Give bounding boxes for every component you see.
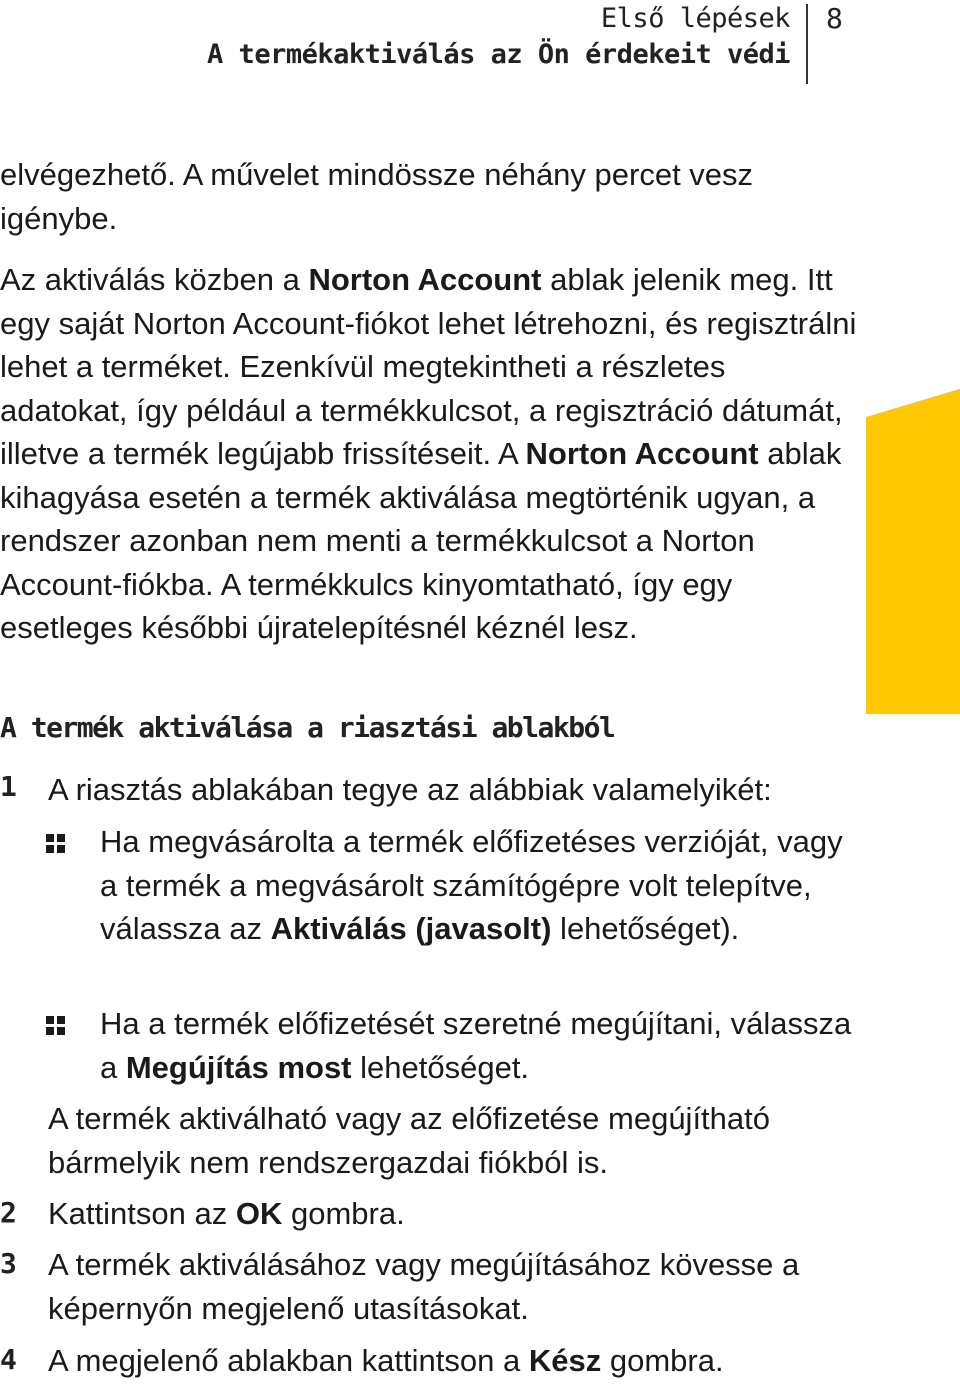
text-run: Kattintson az — [48, 1196, 236, 1231]
header-divider — [806, 4, 808, 84]
text-run: Ha megvásárolta a termék előfizetéses verzióját, vagy a termék a megvásárolt számítógépre volt telepítve, válassza az — [100, 824, 843, 946]
running-header — [207, 2, 790, 74]
paragraph-continuation: elvégezhető. A művelet mindössze néhány percet vesz igénybe. — [0, 157, 754, 236]
section-title: A termékaktiválás az Ön érdekeit védi — [207, 39, 790, 70]
step-2-text — [48, 1192, 848, 1236]
text-run: lehetőséget). — [551, 911, 740, 946]
text-run: Ha a termék előfizetését szeretné megújítani, válassza a — [100, 1006, 852, 1085]
text-run: Az aktiválás közben a — [0, 262, 309, 297]
bullet-item-renew — [100, 1002, 860, 1089]
bullet-icon — [46, 1016, 66, 1036]
step-number: 1 — [0, 770, 17, 803]
step-number: 4 — [0, 1343, 17, 1376]
ui-term-norton-account: Norton Account — [308, 262, 542, 297]
step-number: 3 — [0, 1247, 17, 1280]
step-1-text: A riasztás ablakában tegye az alábbiak valamelyikét: — [48, 772, 772, 807]
step-number: 2 — [0, 1196, 17, 1229]
ui-term-norton-account: Norton Account — [525, 436, 759, 471]
text-run: lehetőséget. — [351, 1049, 530, 1085]
step-3-text: A termék aktiválásához vagy megújításához kövesse a képernyőn megjelenő utasításokat. — [48, 1247, 800, 1326]
text-run: gombra. — [282, 1196, 405, 1231]
chapter-tab-marker — [866, 384, 960, 714]
text-run: ablak jelenik meg. Itt egy saját Norton Account-fiókot lehet létrehozni, és regisztrálni lehet a terméket. Ezenkívül megtekintheti a részletes adatokat, így például a termékkulcsot, a regisztráció dátumát, illetve a termék legújabb frissítéseit. A — [0, 262, 857, 471]
step-4-text — [48, 1339, 848, 1383]
text-run: A megjelenő ablakban kattintson a — [48, 1343, 529, 1378]
text-run: gombra. — [601, 1343, 724, 1378]
bullet-item-activate — [100, 820, 860, 951]
step-1-note: A termék aktiválható vagy az előfizetése megújítható bármelyik nem rendszergazdai fiókból is. — [48, 1101, 771, 1180]
procedure-heading: A termék aktiválása a riasztási ablakból — [0, 711, 615, 744]
ui-term-done: Kész — [528, 1343, 602, 1378]
ui-term-renew-now: Megújítás most — [125, 1049, 352, 1085]
page-number: 8 — [826, 2, 843, 35]
ui-term-activate-recommended: Aktiválás (javasolt) — [270, 911, 552, 946]
bullet-icon — [46, 834, 66, 854]
text-run: ablak kihagyása esetén a termék aktiválása megtörténik ugyan, a rendszer azonban nem menti a termékkulcsot a Norton Account-fiókba. A termékkulcs kinyomtatható, így egy esetleges későbbi újratelepítésnél kéznél lesz. — [0, 436, 842, 645]
paragraph-norton-account — [0, 258, 860, 650]
ui-term-ok: OK — [235, 1196, 283, 1231]
chapter-title: Első lépések — [600, 3, 790, 34]
